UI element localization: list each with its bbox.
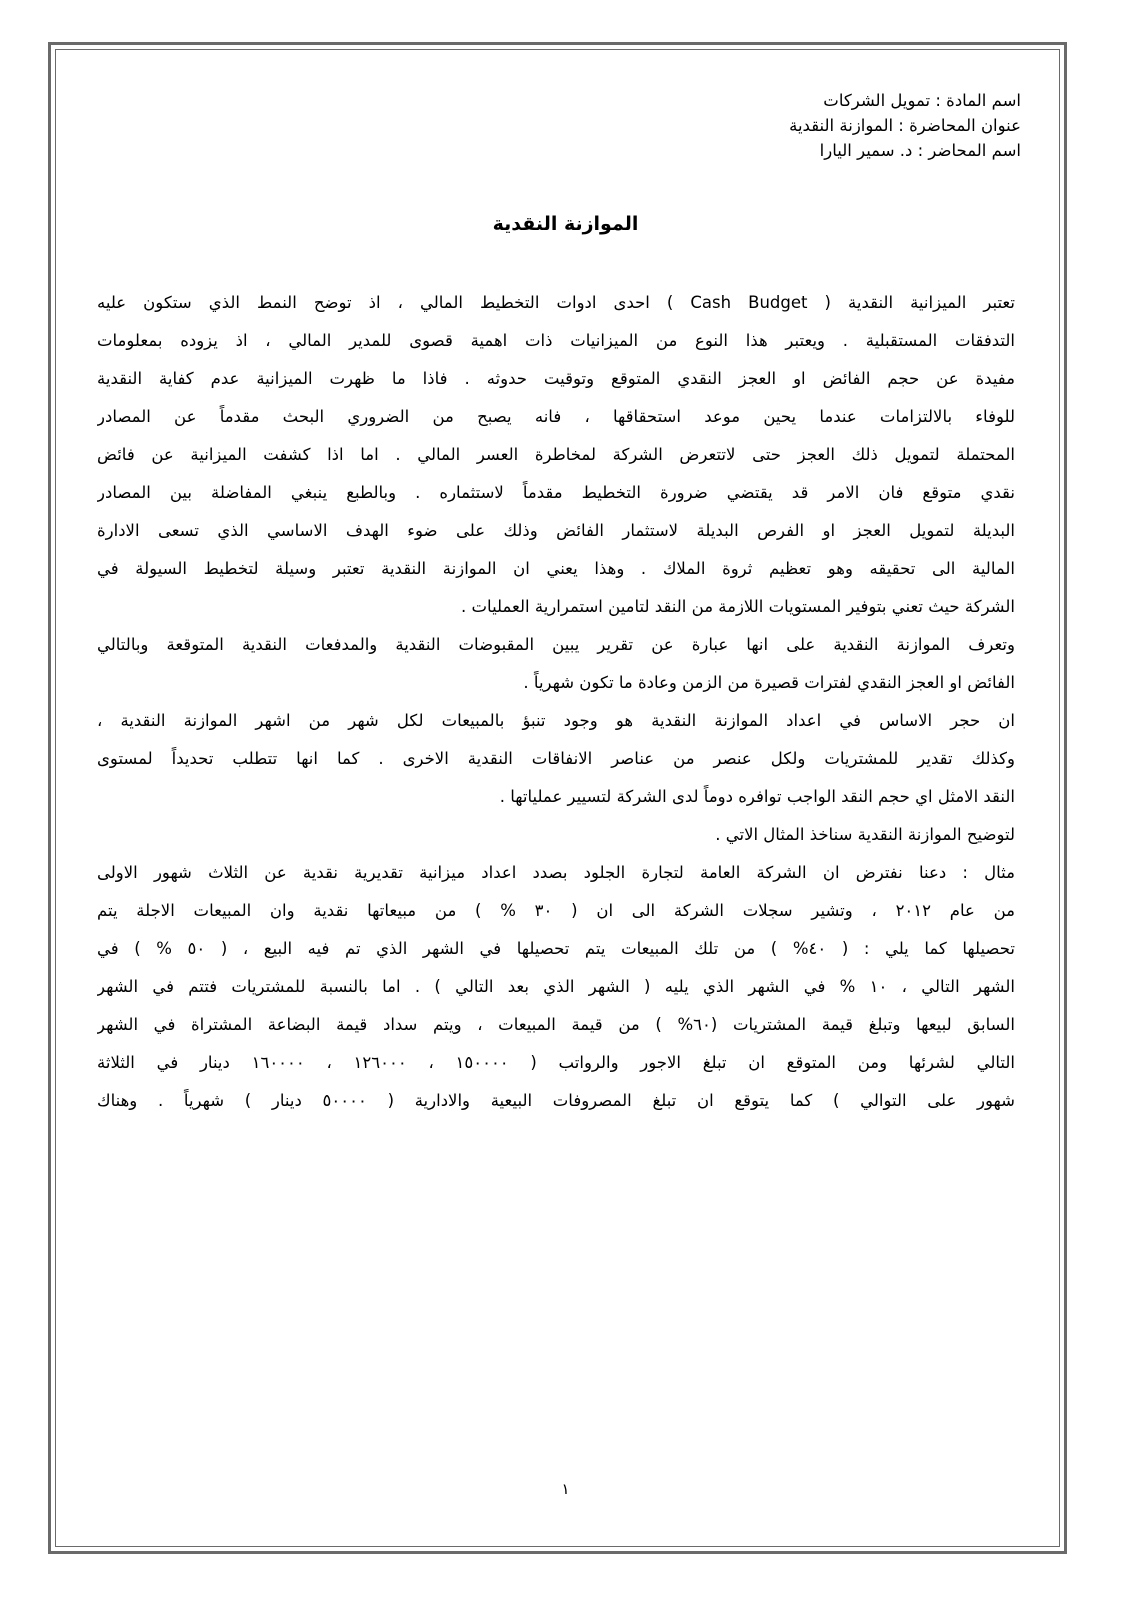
- body-line: المالية الى تحقيقه وهو تعظيم ثروة الملاك . وهذا يعني ان الموازنة النقدية تعتبر وسيلة لتخطيط السيولة في: [97, 559, 1015, 578]
- body-line: وكذلك تقدير للمشتريات ولكل عنصر من عناصر الانفاقات النقدية الاخرى . كما انها تتطلب تحديداً لمستوى: [97, 749, 1015, 768]
- document-title: الموازنة النقدية: [492, 213, 639, 235]
- body-line: للوفاء بالالتزامات عندما يحين موعد استحقاقها ، فانه يصبح من الضروري البحث مقدماً عن المصادر: [97, 407, 1015, 426]
- body-line: شهور على التوالي ) كما يتوقع ان تبلغ المصروفات البيعية والادارية ( ٥٠٠٠٠ دينار ) شهرياً . وهناك: [97, 1091, 1015, 1110]
- body-line: السابق لبيعها وتبلغ قيمة المشتريات (٦٠% ) من قيمة المبيعات ، ويتم سداد قيمة البضاعة المشتراة في الشهر: [97, 1015, 1015, 1034]
- lecture-title-line: عنوان المحاضرة : الموازنة النقدية: [789, 116, 1021, 135]
- body-line: البديلة لتمويل العجز او الفرص البديلة لاستثمار الفائض وذلك على ضوء الهدف الاساسي الذي تسعى الادارة: [97, 521, 1015, 540]
- body-line: لتوضيح الموازنة النقدية سناخذ المثال الاتي .: [715, 825, 1015, 844]
- body-line: المحتملة لتمويل ذلك العجز حتى لاتتعرض الشركة لمخاطرة العسر المالي . اما اذا كشفت الميزانية عن فائض: [97, 445, 1015, 464]
- subject-line: اسم المادة : تمويل الشركات: [823, 91, 1021, 110]
- body-text: [97, 284, 1015, 1120]
- body-line: نقدي متوقع فان الامر قد يقتضي ضرورة التخطيط مقدماً لاستثماره . وبالطبع ينبغي المفاضلة بين المصادر: [97, 483, 1015, 502]
- body-line: الفائض او العجز النقدي لفترات قصيرة من الزمن وعادة ما تكون شهرياً .: [523, 673, 1015, 692]
- body-line: التالي لشرئها ومن المتوقع ان تبلغ الاجور والرواتب ( ١٥٠٠٠٠ ، ١٢٦٠٠٠ ، ١٦٠٠٠٠ دينار في الثلاثة: [97, 1053, 1015, 1072]
- page-number: ١: [561, 1480, 570, 1498]
- body-line: ان حجر الاساس في اعداد الموازنة النقدية هو وجود تنبؤ بالمبيعات لكل شهر من اشهر الموازنة النقدية ،: [97, 711, 1015, 730]
- body-line: وتعرف الموازنة النقدية على انها عبارة عن تقرير يبين المقبوضات النقدية والمدفعات النقدية المتوقعة وبالتالي: [97, 635, 1015, 654]
- body-line: التدفقات المستقبلية . ويعتبر هذا النوع من الميزانيات ذات اهمية قصوى للمدير المالي ، اذ يزوده بمعلومات: [97, 331, 1015, 350]
- body-line: مفيدة عن حجم الفائض او العجز النقدي المتوقع وتوقيت حدوثه . فاذا ما ظهرت الميزانية عدم كفاية النقدية: [97, 369, 1015, 388]
- body-line: الشهر التالي ، ١٠ % في الشهر الذي يليه ( الشهر الذي بعد التالي ) . اما بالنسبة للمشتريات فتتم في الشهر: [97, 977, 1015, 996]
- body-line: من عام ٢٠١٢ ، وتشير سجلات الشركة الى ان ( ٣٠ % ) من مبيعاتها نقدية وان المبيعات الاجلة يتم: [97, 901, 1015, 920]
- body-line: الشركة حيث تعني بتوفير المستويات اللازمة من النقد لتامين استمرارية العمليات .: [461, 597, 1015, 616]
- lecturer-line: اسم المحاضر : د. سمير اليارا: [819, 141, 1021, 160]
- body-line: مثال : دعنا نفترض ان الشركة العامة لتجارة الجلود بصدد اعداد ميزانية تقديرية نقدية عن الثلاث شهور الاولى: [97, 863, 1015, 882]
- lecture-header: [789, 88, 1021, 163]
- body-line: تعتبر الميزانية النقدية ( Cash Budget ) احدى ادوات التخطيط المالي ، اذ توضح النمط الذي ستكون عليه: [97, 293, 1015, 312]
- body-line: تحصيلها كما يلي : ( ٤٠% ) من تلك المبيعات يتم تحصيلها في الشهر الذي تم فيه البيع ، ( ٥٠ % ) في: [97, 939, 1015, 958]
- body-line: النقد الامثل اي حجم النقد الواجب توافره دوماً لدى الشركة لتسيير عملياتها .: [499, 787, 1015, 806]
